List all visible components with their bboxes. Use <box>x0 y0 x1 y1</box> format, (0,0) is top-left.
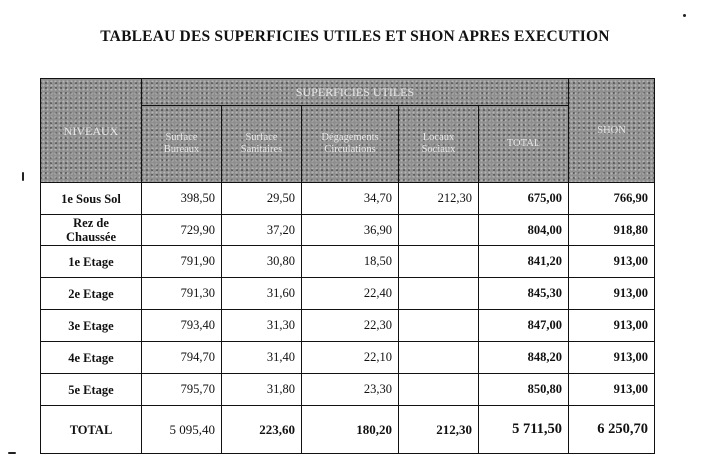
cell-value: 793,40 <box>142 310 222 342</box>
cell-value: 18,50 <box>302 246 399 278</box>
header-niveaux: NIVEAUX <box>41 79 142 183</box>
scan-speck <box>8 452 16 454</box>
cell-value <box>399 278 479 310</box>
header-degagements: Dégagements Circulations <box>302 106 399 183</box>
surfaces-table <box>40 78 655 454</box>
cell-value: 22,40 <box>302 278 399 310</box>
cell-value: 794,70 <box>142 342 222 374</box>
cell-value: 22,30 <box>302 310 399 342</box>
cell-value: 31,30 <box>222 310 302 342</box>
cell-value: 795,70 <box>142 374 222 406</box>
scan-speck <box>683 14 686 17</box>
cell-shon: 913,00 <box>569 374 655 406</box>
total-value: 5 095,40 <box>142 406 222 454</box>
row-label: 1e Etage <box>41 246 142 278</box>
header-surface-sanitaires: Surface Sanitaires <box>222 106 302 183</box>
total-value: 212,30 <box>399 406 479 454</box>
cell-value: 31,60 <box>222 278 302 310</box>
table-row <box>41 374 655 406</box>
total-shon-value: 6 250,70 <box>569 406 655 454</box>
header-total: TOTAL <box>479 106 569 183</box>
cell-shon: 766,90 <box>569 183 655 215</box>
cell-value <box>399 310 479 342</box>
cell-value: 791,90 <box>142 246 222 278</box>
cell-shon: 913,00 <box>569 342 655 374</box>
cell-value <box>399 374 479 406</box>
cell-value: 31,40 <box>222 342 302 374</box>
cell-value: 22,10 <box>302 342 399 374</box>
table-row <box>41 342 655 374</box>
table-row <box>41 246 655 278</box>
row-label: Rez de Chaussée <box>41 215 142 246</box>
row-label: 4e Etage <box>41 342 142 374</box>
total-label: TOTAL <box>41 406 142 454</box>
total-row <box>41 406 655 454</box>
cell-shon: 913,00 <box>569 278 655 310</box>
cell-value: 37,20 <box>222 215 302 246</box>
cell-value: 36,90 <box>302 215 399 246</box>
cell-total: 850,80 <box>479 374 569 406</box>
cell-total: 845,30 <box>479 278 569 310</box>
cell-value: 398,50 <box>142 183 222 215</box>
cell-value <box>399 342 479 374</box>
cell-value <box>399 215 479 246</box>
row-label: 5e Etage <box>41 374 142 406</box>
header-surface-bureaux: Surface Bureaux <box>142 106 222 183</box>
table-row <box>41 310 655 342</box>
scan-speck <box>22 172 24 181</box>
cell-total: 848,20 <box>479 342 569 374</box>
cell-value: 30,80 <box>222 246 302 278</box>
cell-value: 729,90 <box>142 215 222 246</box>
cell-value: 212,30 <box>399 183 479 215</box>
cell-value: 791,30 <box>142 278 222 310</box>
document-title: TABLEAU DES SUPERFICIES UTILES ET SHON APRES EXECUTION <box>100 28 610 45</box>
cell-value <box>399 246 479 278</box>
table-row <box>41 278 655 310</box>
grand-total-value: 5 711,50 <box>479 406 569 454</box>
row-label: 3e Etage <box>41 310 142 342</box>
cell-total: 841,20 <box>479 246 569 278</box>
cell-value: 29,50 <box>222 183 302 215</box>
header-superficies-utiles: SUPERFICIES UTILES <box>142 79 569 106</box>
row-label: 2e Etage <box>41 278 142 310</box>
cell-value: 34,70 <box>302 183 399 215</box>
cell-shon: 913,00 <box>569 246 655 278</box>
table-row <box>41 183 655 215</box>
header-locaux-sociaux: Locaux Sociaux <box>399 106 479 183</box>
cell-shon: 913,00 <box>569 310 655 342</box>
total-value: 180,20 <box>302 406 399 454</box>
cell-total: 804,00 <box>479 215 569 246</box>
table-row <box>41 215 655 246</box>
cell-total: 847,00 <box>479 310 569 342</box>
header-shon: SHON <box>569 79 655 183</box>
cell-shon: 918,80 <box>569 215 655 246</box>
cell-value: 23,30 <box>302 374 399 406</box>
row-label: 1e Sous Sol <box>41 183 142 215</box>
total-value: 223,60 <box>222 406 302 454</box>
cell-total: 675,00 <box>479 183 569 215</box>
cell-value: 31,80 <box>222 374 302 406</box>
